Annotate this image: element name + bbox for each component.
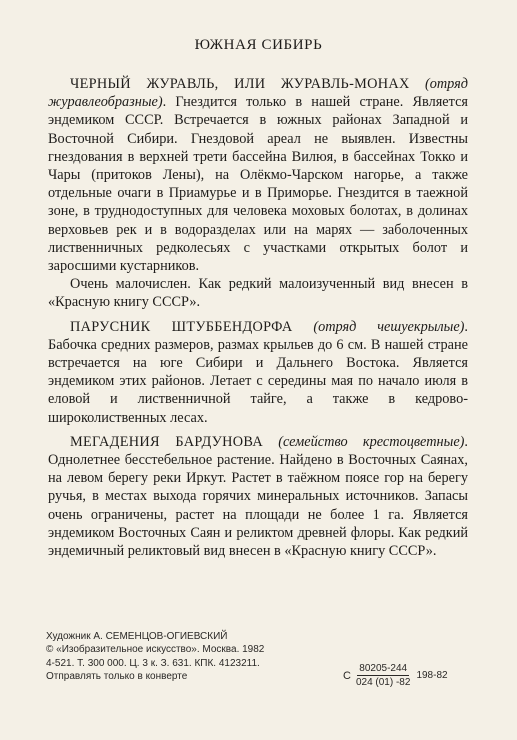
section-text: . Гнездится только в нашей стране. Является эндемиком СССР. Встречается в южных районах Западной и Восточной Сибири. Гнездовой ареал не выявлен. Известны гнездования в верхней трети бассейна Вилюя, в бассейнах Токко и Чары (притоков Лены), на Олёкмо-Чарском нагорье, а также отдельные очаги в Приамурье и в Приморье. Гнездится в таежной зоне, в труднодоступных для человека моховых болотах, в долинах верховьев рек и в водоразделах или на марях — заболоченных лиственничных редколесьях с участками открытых болот и заросшими кустарников. [48,94,468,275]
publisher-line: © «Изобразительное искусство». Москва. 1982 [46,644,265,656]
section-text: . Однолетнее бесстебельное растение. Найдено в Восточных Саянах, на левом берегу реки Иркут. Растет в таёжном поясе гор на берегу ручья, в местах выхода горячих минеральных источников. Запасы очень ограничены, растет на площади не более 1 га. Является эндемиком Восточных Саян и реликтом древней флоры. Как редкий эндемичный реликтовый вид внесен в «Красную книгу СССР». [48,433,468,560]
section-note: Очень малочислен. Как редкий малоизученный вид внесен в «Красную книгу СССР». [48,276,468,311]
section-group: (отряд чешуекрылые) [313,318,465,335]
catalog-suffix: 198-82 [416,670,448,681]
section-heading: ПАРУСНИК ШТУББЕНДОРФА [70,318,293,335]
section-heading: ЧЕРНЫЙ ЖУРАВЛЬ, ИЛИ ЖУРАВЛЬ-МОНАХ [70,76,410,92]
catalog-fraction [354,663,412,688]
article-body [48,75,468,560]
catalog-prefix: С [343,669,351,682]
section-black-crane [48,75,468,275]
section-group: (отряд журавлеобразные) [48,76,469,111]
catalog-code [343,663,448,688]
section-megadenia [48,433,468,560]
section-swallowtail [48,318,468,427]
section-group: (семейство крестоцветные) [278,433,465,450]
catalog-denominator: 024 (01) -82 [355,677,411,688]
catalog-numerator: 80205-244 [359,663,408,674]
page-title: ЮЖНАЯ СИБИРЬ [194,37,323,53]
section-text: . Бабочка средних размеров, размах крыльев до 6 см. В нашей стране встречается на юге Сибири и Дальнего Востока. Является эндемиком этих районов. Летает с середины мая по начало июля в еловой и лиственничной тайге, а также в кедрово-широколиственных лесах. [48,318,468,426]
section-heading: МЕГАДЕНИЯ БАРДУНОВА [70,433,263,450]
mail-note: Отправлять только в конверте [46,670,188,682]
print-info: 4-521. Т. 300 000. Ц. 3 к. З. 631. КПК. 4123211. [46,657,260,669]
artist-credit: Художник А. СЕМЕНЦОВ-ОГИЕВСКИЙ [46,631,228,642]
